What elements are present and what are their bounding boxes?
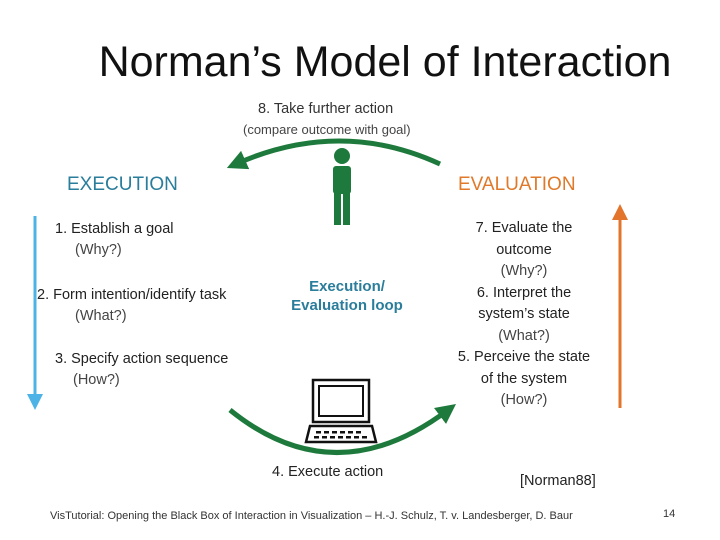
step-1-question: (Why?) xyxy=(75,242,122,258)
loop-label-line-2: Evaluation loop xyxy=(291,297,403,314)
step-5-question: (How?) xyxy=(500,392,548,408)
step-6: 6. Interpret the xyxy=(476,284,572,301)
step-3-question: (How?) xyxy=(73,372,120,388)
evaluation-up-arrow xyxy=(612,204,628,408)
step-7: 7. Evaluate the xyxy=(475,220,573,236)
citation: [Norman88] xyxy=(520,473,596,489)
keyboard-keys xyxy=(314,431,367,439)
person-icon xyxy=(333,148,351,225)
step-4: 4. Execute action xyxy=(272,464,384,480)
step-2: 2. Form intention/identify task xyxy=(37,287,227,303)
step-6-question: (What?) xyxy=(498,327,550,344)
evaluation-heading: EVALUATION xyxy=(458,174,576,195)
step-5-cont: of the system xyxy=(480,370,568,387)
execution-down-arrow xyxy=(27,216,43,410)
page-number: 14 xyxy=(663,508,676,520)
step-7-cont: outcome xyxy=(496,241,552,258)
step-7-question: (Why?) xyxy=(500,263,548,279)
step-2-question: (What?) xyxy=(75,308,127,324)
step-8-label: 8. Take further action xyxy=(258,101,394,117)
execution-heading: EXECUTION xyxy=(67,174,178,195)
slide-title: Norman’s Model of Interaction xyxy=(98,38,672,86)
step-1: 1. Establish a goal xyxy=(55,221,174,237)
loop-label-line-1: Execution/ xyxy=(309,278,385,295)
step-8-sub: (compare outcome with goal) xyxy=(243,122,411,137)
step-6-cont: system’s state xyxy=(478,306,570,322)
footer-text: VisTutorial: Opening the Black Box of Interaction in Visualization – H.-J. Schulz, T. v. Landesberger, D. Baur xyxy=(50,510,573,522)
step-5: 5. Perceive the state xyxy=(457,349,591,365)
step-3: 3. Specify action sequence xyxy=(55,351,229,367)
